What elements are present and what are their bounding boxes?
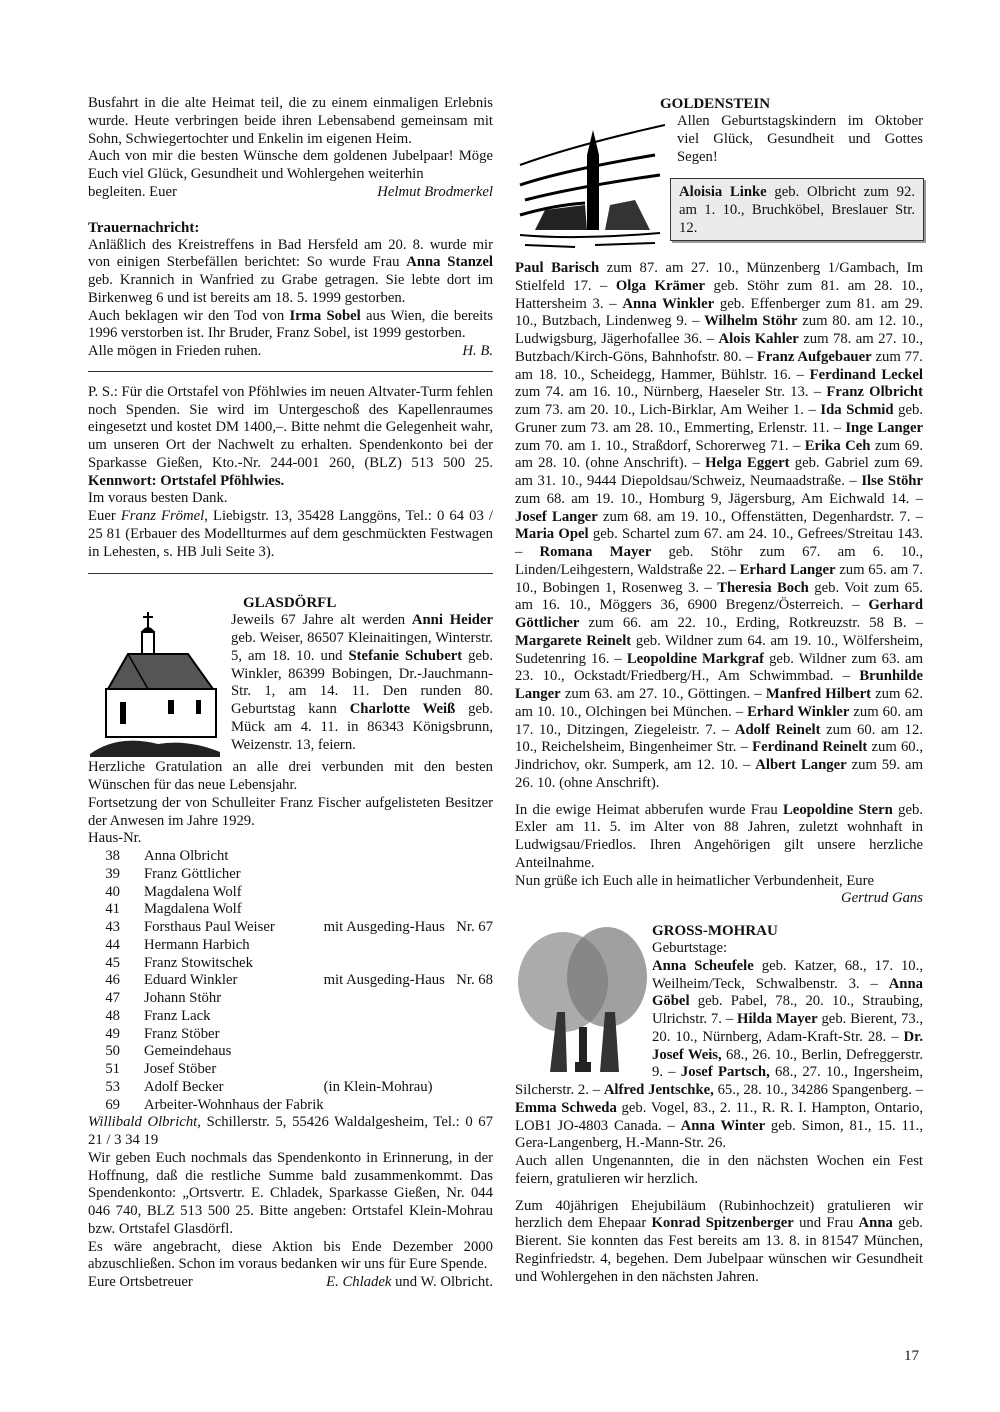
house-extra	[324, 955, 454, 973]
person-name: Inge Langer	[845, 419, 923, 436]
text-segment: geb. Wildner zum 64. am 19. 10., Wölfersheim, Sudetenring 16. –	[515, 632, 923, 667]
signature-line	[88, 1274, 493, 1292]
person-name: Leopoldine Stern	[783, 801, 893, 818]
text-segment: zum 80. am 12. 10., Ludwigsburg, Jägerhofallee 36. –	[515, 313, 923, 347]
text-segment: Auch allen Ungenannten, die in den nächsten Wochen ein Fest feiern, gratulieren wir herzlich.	[515, 1153, 923, 1187]
house-num: 46	[105, 972, 120, 989]
text-segment: Fortsetzung der von Schulleiter Franz Fischer aufgelisteten Besitzer der Anwesen im Jahre 1929.	[88, 794, 493, 829]
house-extra	[324, 937, 454, 955]
house-name: Anna Olbricht	[144, 848, 229, 864]
right-column	[515, 95, 923, 1286]
person-name: Konrad Spitzenberger	[651, 1215, 794, 1232]
person-name: Ilse Stöhr	[861, 473, 923, 489]
house-nr	[454, 901, 493, 919]
paragraph-unnamed-wishes	[515, 1153, 923, 1189]
text-segment: geb. Effenberger zum 81. am 29. 10., Butzbach, Lindenweg 9. –	[515, 295, 924, 330]
author-signature	[326, 1274, 493, 1292]
text-segment: geb. Schartel zum 67. am 24. 10., Gefrees/Streitau 143. –	[515, 526, 923, 560]
paragraph-congratulations	[88, 759, 493, 795]
person-name: Irma Sobel	[289, 307, 361, 324]
text-segment: zum 78. am 27. 10., Butzbach/Kirch-Göns, Bahnhofstr. 80. –	[515, 331, 923, 365]
person-name: Anna Scheufele	[652, 957, 754, 974]
house-row	[88, 1097, 493, 1115]
trees-monument-illustration	[515, 922, 650, 1080]
text-segment: geb. Gabriel zum 69. am 31. 10., 9444 Diepoldsau/Schweiz, Neumaadstraße. –	[515, 455, 924, 489]
text-segment: zum 62. am 10. 10., Olchingen bei München. –	[515, 686, 923, 720]
house-row	[88, 972, 493, 990]
house-nr	[454, 1079, 493, 1097]
house-nr	[454, 990, 493, 1008]
text-segment: geb. Stöhr zum 81. am 28. 10., Hattersheim 3. –	[515, 277, 923, 312]
paragraph-ps	[88, 384, 493, 491]
person-name: Anni Heider	[411, 612, 493, 629]
house-nr	[454, 1061, 493, 1079]
signature-line	[88, 343, 493, 361]
sig-left: begleiten. Euer	[88, 183, 177, 200]
person-name: Margarete Reinelt	[515, 632, 632, 649]
text-segment: Zum 40jährigen Ehejubiläum (Rubinhochzeit) gratulieren wir herzlich dem Ehepaar	[515, 1197, 923, 1232]
person-name: Alfred Jentschke,	[603, 1082, 714, 1098]
author-signature: Gertrud Gans	[840, 890, 923, 907]
author-initials: H. B.	[462, 343, 493, 359]
text-segment: Im voraus besten Dank.	[88, 490, 228, 507]
text-segment: geb. Weiser, 86507 Kleinaitingen, Winterstr. 5, am 18. 10. und	[231, 630, 493, 664]
house-row	[88, 1079, 493, 1097]
text-segment: zum 74. am 16. 10., Nürnberg, Haeseler Str. 13. –	[515, 384, 827, 401]
paragraph-goldenstein-greeting: Allen Geburtstagskindern im Oktober viel Glück, Gesundheit und Gottes Segen!	[677, 113, 923, 165]
house-name: Josef Stöber	[144, 1061, 217, 1077]
house-nr	[454, 848, 493, 866]
house-row	[88, 1026, 493, 1044]
house-name: Franz Stöber	[144, 1025, 220, 1042]
person-name: Wilhelm Stöhr	[704, 313, 798, 330]
page-number: 17	[904, 1348, 919, 1364]
birthdays-label: Geburtstage:	[652, 940, 728, 956]
text-segment: geb. Mück am 4. 11. in 86343 Königsbrunn, Weizenstr. 13, feiern.	[231, 701, 493, 753]
person-name: Anna Winter	[680, 1117, 766, 1134]
text-segment: und Frau	[793, 1215, 859, 1232]
text-segment: geb. Bierent, 73., 20. 10., Nürnberg, Adam-Kraft-Str. 28. –	[652, 1011, 924, 1045]
house-extra	[324, 1026, 454, 1044]
house-extra	[324, 1061, 454, 1079]
person-name: Ida Schmid	[820, 402, 894, 418]
text-segment: und W. Olbricht.	[391, 1274, 493, 1290]
house-row	[88, 955, 493, 973]
text-segment: zum 60. am 17. 10., Ditzingen, Ziegeleistr. 7. –	[515, 703, 923, 738]
person-name: Stefanie Schubert	[348, 647, 463, 664]
house-row	[88, 1043, 493, 1061]
house-nr	[454, 937, 493, 955]
town-church-illustration	[515, 115, 665, 250]
person-name: Franz Olbricht	[826, 384, 923, 401]
person-name: Anna Göbel	[652, 975, 923, 1010]
person-name: Olga Krämer	[615, 277, 706, 294]
house-name: Adolf Becker	[144, 1078, 224, 1095]
section-heading-goldenstein: GOLDENSTEIN	[660, 96, 771, 112]
house-name: Franz Lack	[144, 1007, 211, 1024]
text-segment: 68., 27. 10., Ingersheim, Silcherstr. 2. –	[515, 1064, 924, 1098]
house-num: 50	[105, 1043, 120, 1060]
house-num: 44	[105, 936, 120, 953]
house-num: 40	[105, 883, 120, 900]
person-name: Paul Barisch	[515, 260, 600, 276]
highlight-box	[670, 178, 924, 241]
house-extra	[324, 1008, 454, 1026]
paragraph-birthday-list	[515, 260, 923, 793]
house-name: Franz Göttlicher	[144, 865, 241, 882]
person-name: Adolf Reinelt	[734, 721, 821, 738]
section-heading-trauernachricht: Trauernachricht:	[88, 219, 200, 236]
text-segment: 65., 28. 10., 34286 Spangenberg. –	[713, 1082, 923, 1098]
house-name: Forsthaus Paul Weiser	[144, 919, 275, 935]
text-segment: 68., 26. 10., Berlin, Defreggerstr. 9. –	[652, 1046, 923, 1081]
signature-line	[88, 184, 493, 202]
paragraph-golden-anniversary	[88, 95, 493, 148]
text-segment: zum 65. am 7. 10., Bobingen 1, Rosenweg 3. –	[515, 561, 923, 596]
house-extra	[324, 1043, 454, 1061]
text-segment: geb. Simon, 81., 15. 11., Gera-Langenberg, H.-Mann-Str. 26.	[515, 1117, 923, 1152]
paragraph-house-list-intro	[88, 795, 493, 831]
house-nr	[454, 1026, 493, 1044]
house-extra	[324, 866, 454, 884]
text-segment: zum 60. am 12. 10., Reichelsheim, Bingenheimer Str. –	[515, 721, 923, 756]
house-row	[88, 937, 493, 955]
person-name: Anna Winkler	[622, 295, 715, 312]
text-segment: geb. Wildner zum 63. am 23. 10., Ockstadt/Friedberg/H., Am Schwimmbad. –	[515, 650, 923, 685]
house-extra: mit Ausgeding-Haus	[323, 972, 445, 989]
text-segment: Jeweils 67 Jahre alt werden	[231, 612, 412, 629]
house-num: 41	[105, 901, 120, 918]
house-extra	[324, 1097, 454, 1115]
chapel-illustration	[88, 594, 228, 759]
paragraph-thanks	[88, 490, 493, 508]
house-extra: (in Klein-Mohrau)	[323, 1078, 433, 1095]
person-name: Maria Opel	[515, 526, 589, 543]
house-num: 38	[105, 848, 120, 864]
house-nr	[454, 955, 493, 973]
text-segment: zum 59. am 26. 10. (ohne Anschrift).	[515, 757, 924, 791]
person-name: Josef Partsch,	[680, 1064, 770, 1081]
paragraph-ruby-anniversary	[515, 1198, 923, 1287]
person-name: Anna	[858, 1215, 893, 1232]
text-segment: Anläßlich des Kreistreffens in Bad Hersfeld am 20. 8. wurde mir von einigen Sterbefällen berichtet: So wurde Frau	[88, 236, 493, 271]
house-extra	[324, 884, 454, 902]
paragraph-wishes	[88, 148, 493, 184]
author-signature: Helmut Brodmerkel	[377, 183, 493, 200]
house-num: 51	[105, 1061, 120, 1077]
text-segment: zum 60., Jindrichov, okr. Sumperk, am 12. 10. –	[515, 739, 923, 773]
person-name: Ferdinand Reinelt	[752, 739, 868, 756]
person-name: Erhard Langer	[739, 561, 836, 578]
text-segment: geb. Stöhr zum 67. am 6. 10., Linden/Leihgestern, Waldstraße 22. –	[515, 544, 924, 578]
person-name: Ferdinand Leckel	[809, 366, 923, 383]
text-segment: Nun grüße ich Euch alle in heimatlicher Verbundenheit, Eure	[515, 872, 875, 889]
house-nr	[454, 1043, 493, 1061]
person-name: Albert Langer	[755, 757, 847, 773]
house-name: Hermann Harbich	[144, 936, 250, 953]
house-list-label: Haus-Nr.	[88, 830, 142, 847]
text-segment: geb. Bierent. Sie konnten das Fest bereits am 13. 8. in 81547 München, Reginfriedstr. 4, begehen. Dem Jubelpaar wünschen wir Gesundheit und Wohlergehen in den nächsten Jahren.	[515, 1215, 923, 1285]
section-heading-glasdoerfl: GLASDÖRFL	[243, 595, 337, 612]
text-segment: Herzliche Gratulation an alle drei verbunden mit den besten Wünschen für das neue Lebensjahr.	[88, 759, 493, 793]
text-segment: geb. Vogel, 83., 2. 11., R. R. I. Hampton, Ontario, LOB1 JO-4803 Canada. –	[515, 1099, 923, 1134]
section-glasdoerfl	[88, 594, 493, 1114]
text-segment: zum 66. am 22. 10., Erding, Rotkreuzstr. 58 B. –	[579, 615, 923, 631]
house-nr	[454, 1008, 493, 1026]
person-name: Kennwort: Ortstafel Pföhlwies.	[88, 472, 285, 489]
text-segment: P. S.: Für die Ortstafel von Pföhlwies im neuen Altvater-Turm fehlen noch Spenden. Sie wird im Untergeschoß des Kapellenraumes eingesetzt und kostet DM 1400,–. Bitte nehmt die Gelegenheit wahr, um unseren Ort der Nachwelt zu erhalten. Spendenkonto bei der Sparkasse Gießen, Kto.-Nr. 244-001 260, (BLZ) 513 500 25.	[88, 383, 493, 471]
person-name: Josef Langer	[515, 508, 598, 525]
house-extra	[324, 848, 454, 866]
paragraph-deadline	[88, 1239, 493, 1275]
paragraph-contact	[88, 508, 493, 561]
house-name: Johann Stöhr	[144, 990, 222, 1006]
house-owner-list	[88, 848, 493, 1114]
text-segment: Auch von mir die besten Wünsche dem goldenen Jubelpaar! Möge Euch viel Glück, Gesundheit und Wohlergehen weiterhin	[88, 148, 493, 182]
house-nr	[454, 884, 493, 902]
house-row	[88, 1008, 493, 1026]
text-segment: Wir geben Euch nochmals das Spendenkonto in Erinnerung, in der Hoffnung, daß die restliche Summe bald zusammenkommt. Das Spendenkonto: „Ortsvertr. E. Chladek, Sparkasse Gießen, Nr. 044 046 740, BLZ 513 500 25. Bitte angeben: Ortstafel Klein-Mohrau bzw. Ortstafel Glasdörfl.	[88, 1149, 493, 1237]
house-row	[88, 848, 493, 866]
person-name: Gerhard Göttlicher	[515, 597, 923, 631]
house-row	[88, 919, 493, 937]
paragraph-obituary-1	[88, 237, 493, 308]
person-name: Helga Eggert	[705, 455, 790, 472]
paragraph-obituary-2	[88, 308, 493, 344]
house-num: 43	[105, 919, 120, 935]
text-segment: Es wäre angebracht, diese Aktion bis Ende Dezember 2000 abzuschließen. Schon im voraus bedanken wir uns für Eure Spende.	[88, 1238, 493, 1273]
divider	[88, 371, 493, 372]
house-num: 45	[105, 954, 120, 971]
person-name: Romana Mayer	[539, 544, 652, 560]
text-segment: aus Wien, die bereits 1996 verstorben ist. Ihr Bruder, Franz Sobel, ist 1999 gestorben.	[88, 307, 494, 342]
house-row	[88, 990, 493, 1008]
text-segment: E. Chladek	[326, 1274, 392, 1290]
house-extra	[324, 901, 454, 919]
person-name: Erika Ceh	[804, 437, 871, 454]
text-segment: zum 77. am 18. 10., Scheidegg, Hammer, Bühlstr. 16. –	[515, 348, 923, 383]
text-segment: geb. Gruner zum 73. am 28. 10., Emmerting, Erlenstr. 11. –	[515, 402, 923, 436]
house-name: Arbeiter-Wohnhaus der Fabrik	[144, 1096, 324, 1113]
house-nr	[454, 866, 493, 884]
text-segment: geb. Winkler, 86399 Bobingen, Dr.-Jauchmann-Str. 1, am 14. 11. Den runden 80. Geburtstag kann	[231, 647, 493, 717]
section-gross-mohrau	[515, 922, 923, 1286]
person-name: Leopoldine Markgraf	[626, 650, 765, 667]
house-row	[88, 901, 493, 919]
text-segment: zum 87. am 27. 10., Münzenberg 1/Gambach, Im Stielfeld 17. –	[515, 260, 923, 294]
text-segment: zum 70. am 1. 10., Straßdorf, Schorerweg 71. –	[515, 437, 805, 454]
text-segment: Euer	[88, 508, 121, 524]
text-segment: zum 68. am 19. 10., Offenstätten, Degenhardstr. 7. –	[597, 508, 923, 525]
person-name: Erhard Winkler	[747, 703, 850, 720]
text-segment: zum 73. am 20. 10., Lich-Birklar, Am Weiher 1. –	[515, 402, 821, 418]
house-row	[88, 866, 493, 884]
text-segment: Auch beklagen wir den Tod von	[88, 307, 290, 324]
house-nr: Nr. 67	[456, 919, 493, 935]
text-segment: Schillerstr. 5, 55426 Waldalgesheim, Tel.: 0 67 21 / 3 34 19	[88, 1114, 493, 1148]
text-segment: In die ewige Heimat abberufen wurde Frau	[515, 801, 784, 818]
house-row	[88, 884, 493, 902]
house-num: 49	[105, 1025, 120, 1042]
text-segment: geb. Krannich in Wanfried zu Grabe getragen. Sie lebte dort im Birkenweg 6 und ist bereits am 18. 5. 1999 gestorben.	[88, 272, 493, 306]
text-segment: Willibald Olbricht,	[88, 1114, 201, 1131]
text-segment: geb. Olbricht zum 92. am 1. 10., Bruchköbel, Breslauer Str. 12.	[679, 184, 915, 236]
person-name: Theresia Boch	[717, 579, 809, 596]
left-column	[88, 95, 493, 1292]
house-num: 48	[105, 1007, 120, 1024]
house-nr: Nr. 68	[456, 972, 493, 989]
house-extra	[324, 990, 454, 1008]
text-segment: geb. Exler am 11. 5. im Alter von 88 Jahren, zuletzt wohnhaft in Ludwigsau/Friedlos. Ihren Angehörigen gilt unsere herzliche Anteilnahme.	[515, 801, 923, 871]
person-name: Aloisia Linke	[679, 184, 767, 200]
paragraph-contact-olbricht	[88, 1114, 493, 1150]
house-name: Gemeindehaus	[144, 1043, 232, 1060]
house-name: Magdalena Wolf	[144, 883, 242, 900]
paragraph-death-notice	[515, 802, 923, 873]
highlight-birthday	[679, 184, 915, 237]
text-segment: , Liebigstr. 13, 35428 Langgöns, Tel.: 0 64 03 / 25 81 (Erbauer des Modellturmes auf dem geschmückten Festwagen in Lehesten, s. HB Juli Seite 3).	[88, 508, 493, 560]
house-row	[88, 1061, 493, 1079]
house-num: 53	[105, 1078, 120, 1095]
house-num: 47	[105, 990, 120, 1006]
section-heading-gross-mohrau: GROSS-MOHRAU	[652, 923, 778, 939]
person-name: Charlotte Weiß	[349, 701, 456, 717]
paragraph-donation-account	[88, 1150, 493, 1239]
house-nr	[454, 1097, 493, 1115]
sig-left: Eure Ortsbetreuer	[88, 1274, 193, 1290]
person-name: Manfred Hilbert	[765, 686, 871, 702]
text-segment: zum 63. am 27. 10., Göttingen. –	[560, 686, 766, 702]
house-num: 69	[105, 1096, 120, 1113]
text-segment: Franz Frömel	[120, 508, 205, 524]
house-num: 39	[105, 865, 120, 882]
text-segment: zum 69. am 28. 10. (ohne Anschrift). –	[515, 437, 924, 472]
text-segment: geb. Katzer, 68., 17. 10., Weilheim/Teck, Schwalbenstr. 3. –	[652, 957, 923, 992]
divider	[88, 573, 493, 574]
text-segment: geb. Voit zum 65. am 16. 10., Möggers 36, 6900 Bregenz/Österreich. –	[515, 579, 923, 614]
text-segment: zum 68. am 19. 10., Homburg 9, Jägersburg, Am Eichwald 14. –	[515, 490, 923, 507]
paragraph-greeting	[515, 873, 923, 891]
house-name: Franz Stowitschek	[144, 954, 253, 971]
sig-left: Alle mögen in Frieden ruhen.	[88, 343, 262, 359]
house-extra: mit Ausgeding-Haus	[323, 919, 445, 935]
person-name: Brunhilde Langer	[515, 668, 923, 702]
person-name: Franz Aufgebauer	[756, 348, 872, 365]
text-segment: geb. Pabel, 78., 20. 10., Straubing, Ulrichstr. 7. –	[652, 993, 923, 1027]
text-segment: Busfahrt in die alte Heimat teil, die zu einem einmaligen Erlebnis wurde. Heute verbringen beide ihren Lebensabend gemeinsam mit Sohn, Schwiegertochter und Enkelin im eigenen Heim.	[88, 95, 493, 147]
person-name: Hilda Mayer	[737, 1011, 818, 1027]
person-name: Alois Kahler	[718, 331, 799, 347]
person-name: Dr. Josef Weis,	[652, 1028, 923, 1063]
person-name: Emma Schweda	[515, 1099, 617, 1116]
house-name: Eduard Winkler	[144, 972, 238, 989]
person-name: Anna Stanzel	[406, 254, 493, 271]
house-name: Magdalena Wolf	[144, 901, 242, 918]
section-goldenstein	[515, 95, 923, 260]
